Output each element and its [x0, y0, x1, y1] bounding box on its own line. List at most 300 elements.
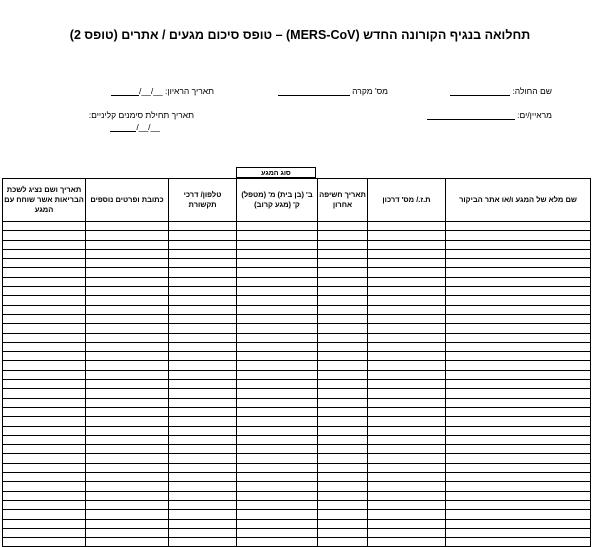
table-row — [3, 473, 591, 482]
col-full-name: שם מלא של המגע ו/או אתר הביקור — [446, 179, 591, 222]
interviewer-blank[interactable] — [427, 110, 515, 120]
col-health-office-rep: תאריך ושם נציג לשכת הבריאות אשר שוחח עם המגע — [3, 179, 86, 222]
table-cell[interactable] — [86, 473, 169, 482]
table-cell[interactable] — [318, 473, 368, 482]
table-cell[interactable] — [169, 426, 237, 435]
table-cell[interactable] — [446, 342, 591, 351]
table-cell[interactable] — [237, 305, 318, 314]
table-cell[interactable] — [169, 463, 237, 472]
table-cell[interactable] — [318, 435, 368, 444]
table-cell[interactable] — [368, 222, 446, 231]
table-cell[interactable] — [3, 500, 86, 509]
table-cell[interactable] — [368, 407, 446, 416]
table-cell[interactable] — [3, 268, 86, 277]
table-cell[interactable] — [368, 249, 446, 258]
table-cell[interactable] — [446, 370, 591, 379]
table-cell[interactable] — [169, 510, 237, 519]
table-cell[interactable] — [169, 417, 237, 426]
table-cell[interactable] — [237, 361, 318, 370]
table-cell[interactable] — [237, 268, 318, 277]
table-cell[interactable] — [368, 398, 446, 407]
table-cell[interactable] — [86, 500, 169, 509]
contacts-table-body — [3, 222, 591, 547]
table-cell[interactable] — [446, 277, 591, 286]
table-cell[interactable] — [446, 249, 591, 258]
table-row — [3, 519, 591, 528]
table-cell[interactable] — [446, 333, 591, 342]
table-cell[interactable] — [237, 435, 318, 444]
table-cell[interactable] — [86, 380, 169, 389]
table-cell[interactable] — [237, 491, 318, 500]
table-cell[interactable] — [3, 352, 86, 361]
table-cell[interactable] — [368, 528, 446, 537]
table-cell[interactable] — [368, 268, 446, 277]
table-cell[interactable] — [368, 296, 446, 305]
table-cell[interactable] — [86, 259, 169, 268]
table-cell[interactable] — [169, 324, 237, 333]
table-cell[interactable] — [318, 398, 368, 407]
table-cell[interactable] — [169, 445, 237, 454]
patient-name-blank[interactable] — [450, 86, 510, 96]
interview-date-field — [111, 86, 214, 96]
table-cell[interactable] — [3, 473, 86, 482]
table-cell[interactable] — [86, 296, 169, 305]
table-cell[interactable] — [318, 333, 368, 342]
table-cell[interactable] — [169, 305, 237, 314]
table-cell[interactable] — [86, 361, 169, 370]
table-cell[interactable] — [368, 519, 446, 528]
table-cell[interactable] — [368, 500, 446, 509]
table-cell[interactable] — [446, 500, 591, 509]
table-cell[interactable] — [169, 398, 237, 407]
table-cell[interactable] — [3, 314, 86, 323]
table-row — [3, 277, 591, 286]
table-cell[interactable] — [237, 333, 318, 342]
table-cell[interactable] — [318, 305, 368, 314]
table-cell[interactable] — [3, 240, 86, 249]
table-cell[interactable] — [368, 482, 446, 491]
table-cell[interactable] — [368, 435, 446, 444]
table-cell[interactable] — [318, 370, 368, 379]
table-cell[interactable] — [86, 407, 169, 416]
table-cell[interactable] — [446, 305, 591, 314]
table-cell[interactable] — [237, 324, 318, 333]
table-cell[interactable] — [237, 473, 318, 482]
table-row — [3, 491, 591, 500]
table-cell[interactable] — [446, 528, 591, 537]
table-cell[interactable] — [368, 287, 446, 296]
table-cell[interactable] — [169, 259, 237, 268]
table-cell[interactable] — [3, 417, 86, 426]
table-cell[interactable] — [237, 454, 318, 463]
table-cell[interactable] — [368, 342, 446, 351]
table-cell[interactable] — [368, 417, 446, 426]
contact-type-header: סוג המגע — [236, 167, 316, 178]
table-cell[interactable] — [3, 491, 86, 500]
table-cell[interactable] — [169, 352, 237, 361]
table-cell[interactable] — [169, 435, 237, 444]
table-cell[interactable] — [237, 500, 318, 509]
table-cell[interactable] — [3, 333, 86, 342]
table-cell[interactable] — [368, 305, 446, 314]
table-cell[interactable] — [3, 277, 86, 286]
table-cell[interactable] — [446, 259, 591, 268]
table-cell[interactable] — [446, 324, 591, 333]
table-row — [3, 417, 591, 426]
table-cell[interactable] — [3, 519, 86, 528]
table-cell[interactable] — [3, 407, 86, 416]
table-cell[interactable] — [3, 287, 86, 296]
table-cell[interactable] — [169, 296, 237, 305]
table-row — [3, 333, 591, 342]
table-cell[interactable] — [368, 463, 446, 472]
table-cell[interactable] — [169, 361, 237, 370]
table-row — [3, 445, 591, 454]
table-cell[interactable] — [237, 426, 318, 435]
table-row — [3, 389, 591, 398]
table-cell[interactable] — [86, 435, 169, 444]
table-cell[interactable] — [86, 305, 169, 314]
table-cell[interactable] — [237, 519, 318, 528]
col-last-exposure-date: תאריך חשיפה אחרון — [318, 179, 368, 222]
table-cell[interactable] — [318, 380, 368, 389]
symptom-onset-date-blank[interactable]: __/__/ — [136, 122, 160, 132]
table-cell[interactable] — [86, 482, 169, 491]
table-cell[interactable] — [3, 510, 86, 519]
table-row — [3, 370, 591, 379]
table-cell[interactable] — [368, 324, 446, 333]
table-cell[interactable] — [318, 389, 368, 398]
table-cell[interactable] — [318, 417, 368, 426]
table-cell[interactable] — [3, 445, 86, 454]
table-cell[interactable] — [318, 222, 368, 231]
table-cell[interactable] — [169, 528, 237, 537]
table-cell[interactable] — [86, 324, 169, 333]
table-cell[interactable] — [237, 296, 318, 305]
table-cell[interactable] — [237, 417, 318, 426]
table-cell[interactable] — [318, 454, 368, 463]
table-cell[interactable] — [237, 528, 318, 537]
col-address: כתובת ופרטים נוספים — [86, 179, 169, 222]
table-cell[interactable] — [318, 426, 368, 435]
table-cell[interactable] — [3, 259, 86, 268]
table-cell[interactable] — [318, 268, 368, 277]
table-cell[interactable] — [318, 500, 368, 509]
table-cell[interactable] — [3, 398, 86, 407]
table-cell[interactable] — [3, 435, 86, 444]
table-cell[interactable] — [86, 249, 169, 258]
table-cell[interactable] — [368, 491, 446, 500]
table-cell[interactable] — [3, 324, 86, 333]
table-cell[interactable] — [86, 398, 169, 407]
table-cell[interactable] — [237, 314, 318, 323]
table-cell[interactable] — [3, 528, 86, 537]
table-cell[interactable] — [446, 296, 591, 305]
table-cell[interactable] — [368, 510, 446, 519]
table-cell[interactable] — [318, 519, 368, 528]
table-cell[interactable] — [169, 482, 237, 491]
case-number-blank[interactable] — [278, 86, 350, 96]
table-row — [3, 407, 591, 416]
table-cell[interactable] — [318, 491, 368, 500]
table-cell[interactable] — [446, 314, 591, 323]
table-row — [3, 398, 591, 407]
table-cell[interactable] — [3, 361, 86, 370]
table-cell[interactable] — [169, 249, 237, 258]
table-row — [3, 482, 591, 491]
table-cell[interactable] — [318, 528, 368, 537]
table-cell[interactable] — [86, 370, 169, 379]
table-cell[interactable] — [446, 240, 591, 249]
table-cell[interactable] — [169, 519, 237, 528]
table-cell[interactable] — [86, 352, 169, 361]
table-cell[interactable] — [169, 287, 237, 296]
table-cell[interactable] — [446, 231, 591, 240]
table-cell[interactable] — [86, 231, 169, 240]
table-cell[interactable] — [3, 370, 86, 379]
table-cell[interactable] — [86, 240, 169, 249]
table-cell[interactable] — [169, 407, 237, 416]
table-row — [3, 287, 591, 296]
interview-date-blank[interactable]: __/__/ — [139, 86, 163, 96]
table-cell[interactable] — [446, 510, 591, 519]
col-id-passport: ת.ז./ מס' דרכון — [368, 179, 446, 222]
table-cell[interactable] — [169, 491, 237, 500]
table-cell[interactable] — [318, 463, 368, 472]
table-cell[interactable] — [318, 314, 368, 323]
table-row — [3, 426, 591, 435]
table-row — [3, 296, 591, 305]
table-cell[interactable] — [318, 324, 368, 333]
table-cell[interactable] — [446, 222, 591, 231]
interviewer-label: מראיין/ים: — [517, 110, 552, 120]
table-row — [3, 500, 591, 509]
table-cell[interactable] — [237, 287, 318, 296]
table-cell[interactable] — [368, 454, 446, 463]
table-cell[interactable] — [86, 342, 169, 351]
table-cell[interactable] — [237, 398, 318, 407]
table-row — [3, 222, 591, 231]
table-cell[interactable] — [446, 454, 591, 463]
table-cell[interactable] — [446, 519, 591, 528]
col-phone: טלפון/ דרכי תקשורת — [169, 179, 237, 222]
table-cell[interactable] — [318, 407, 368, 416]
table-cell[interactable] — [368, 333, 446, 342]
table-cell[interactable] — [237, 222, 318, 231]
table-row — [3, 380, 591, 389]
table-cell[interactable] — [237, 482, 318, 491]
table-cell[interactable] — [3, 380, 86, 389]
table-row — [3, 259, 591, 268]
table-cell[interactable] — [3, 305, 86, 314]
table-cell[interactable] — [169, 277, 237, 286]
interview-date-label: תאריך הראיון: — [165, 86, 214, 96]
table-cell[interactable] — [318, 342, 368, 351]
table-cell[interactable] — [237, 259, 318, 268]
table-cell[interactable] — [169, 222, 237, 231]
table-cell[interactable] — [86, 277, 169, 286]
table-cell[interactable] — [169, 380, 237, 389]
table-cell[interactable] — [237, 277, 318, 286]
table-cell[interactable] — [3, 342, 86, 351]
table-cell[interactable] — [169, 370, 237, 379]
table-cell[interactable] — [237, 389, 318, 398]
table-cell[interactable] — [237, 342, 318, 351]
symptom-onset-date-line[interactable] — [110, 122, 136, 132]
table-cell[interactable] — [86, 314, 169, 323]
table-cell[interactable] — [368, 259, 446, 268]
table-cell[interactable] — [86, 333, 169, 342]
table-cell[interactable] — [86, 463, 169, 472]
table-cell[interactable] — [86, 389, 169, 398]
table-row — [3, 352, 591, 361]
table-row — [3, 435, 591, 444]
table-cell[interactable] — [3, 231, 86, 240]
table-cell[interactable] — [169, 314, 237, 323]
table-cell[interactable] — [237, 407, 318, 416]
table-cell[interactable] — [3, 426, 86, 435]
table-cell[interactable] — [86, 417, 169, 426]
table-cell[interactable] — [3, 463, 86, 472]
table-cell[interactable] — [237, 240, 318, 249]
table-cell[interactable] — [318, 287, 368, 296]
table-cell[interactable] — [3, 249, 86, 258]
table-cell[interactable] — [446, 361, 591, 370]
header-row — [3, 179, 591, 222]
table-cell[interactable] — [446, 445, 591, 454]
table-row — [3, 463, 591, 472]
table-cell[interactable] — [446, 417, 591, 426]
table-row — [3, 324, 591, 333]
table-cell[interactable] — [446, 352, 591, 361]
table-cell[interactable] — [318, 445, 368, 454]
table-cell[interactable] — [237, 380, 318, 389]
table-cell[interactable] — [368, 240, 446, 249]
table-cell[interactable] — [237, 510, 318, 519]
table-cell[interactable] — [169, 240, 237, 249]
table-cell[interactable] — [446, 482, 591, 491]
table-cell[interactable] — [86, 510, 169, 519]
table-cell[interactable] — [446, 463, 591, 472]
interview-date-line[interactable] — [111, 86, 139, 96]
table-row — [3, 305, 591, 314]
table-cell[interactable] — [446, 389, 591, 398]
interviewer-field — [427, 110, 552, 120]
table-cell[interactable] — [368, 370, 446, 379]
table-cell[interactable] — [318, 249, 368, 258]
table-cell[interactable] — [169, 473, 237, 482]
table-row — [3, 249, 591, 258]
table-cell[interactable] — [446, 473, 591, 482]
table-cell[interactable] — [318, 259, 368, 268]
table-cell[interactable] — [86, 491, 169, 500]
table-cell[interactable] — [368, 380, 446, 389]
table-cell[interactable] — [368, 445, 446, 454]
table-cell[interactable] — [86, 454, 169, 463]
table-cell[interactable] — [169, 342, 237, 351]
table-cell[interactable] — [169, 333, 237, 342]
table-cell[interactable] — [237, 352, 318, 361]
table-cell[interactable] — [318, 296, 368, 305]
table-cell[interactable] — [169, 454, 237, 463]
table-cell[interactable] — [86, 287, 169, 296]
case-number-field — [278, 86, 388, 96]
symptom-onset-date-field — [110, 122, 160, 132]
table-cell[interactable] — [318, 231, 368, 240]
table-cell[interactable] — [86, 222, 169, 231]
table-cell[interactable] — [169, 231, 237, 240]
table-cell[interactable] — [368, 389, 446, 398]
table-cell[interactable] — [446, 435, 591, 444]
symptom-onset-field — [89, 110, 194, 120]
table-row — [3, 240, 591, 249]
table-cell[interactable] — [237, 463, 318, 472]
table-cell[interactable] — [86, 519, 169, 528]
table-row — [3, 454, 591, 463]
table-cell[interactable] — [368, 361, 446, 370]
table-row — [3, 510, 591, 519]
table-cell[interactable] — [318, 482, 368, 491]
table-cell[interactable] — [318, 277, 368, 286]
table-cell[interactable] — [368, 314, 446, 323]
table-cell[interactable] — [446, 268, 591, 277]
table-cell[interactable] — [237, 231, 318, 240]
table-cell[interactable] — [368, 352, 446, 361]
table-cell[interactable] — [446, 491, 591, 500]
table-cell[interactable] — [368, 473, 446, 482]
patient-name-field — [450, 86, 552, 96]
table-cell[interactable] — [169, 389, 237, 398]
table-cell[interactable] — [318, 240, 368, 249]
table-cell[interactable] — [446, 380, 591, 389]
table-cell[interactable] — [86, 268, 169, 277]
table-row — [3, 528, 591, 537]
table-row — [3, 231, 591, 240]
table-cell[interactable] — [3, 454, 86, 463]
table-cell[interactable] — [318, 352, 368, 361]
form-title: תחלואה בנגיף הקורונה החדש (MERS-CoV) – טופס סיכום מגעים / אתרים (טופס 2) — [69, 28, 531, 42]
table-cell[interactable] — [169, 268, 237, 277]
table-cell[interactable] — [446, 426, 591, 435]
table-cell[interactable] — [3, 389, 86, 398]
table-cell[interactable] — [3, 222, 86, 231]
table-cell[interactable] — [86, 445, 169, 454]
table-cell[interactable] — [368, 277, 446, 286]
table-cell[interactable] — [237, 445, 318, 454]
table-cell[interactable] — [3, 296, 86, 305]
table-cell[interactable] — [318, 361, 368, 370]
table-cell[interactable] — [169, 500, 237, 509]
table-row — [3, 314, 591, 323]
table-cell[interactable] — [3, 482, 86, 491]
case-number-label: מס' מקרה — [352, 86, 388, 96]
table-cell[interactable] — [86, 426, 169, 435]
table-row — [3, 268, 591, 277]
table-cell[interactable] — [446, 287, 591, 296]
col-contact-type: ב' (בן בית) מ' (מטפל) ק' (מגע קרוב) — [237, 179, 318, 222]
symptom-onset-label: תאריך תחילת סימנים קליניים: — [88, 110, 194, 120]
patient-name-label: שם החולה: — [512, 86, 552, 96]
table-cell[interactable] — [368, 426, 446, 435]
table-cell[interactable] — [446, 398, 591, 407]
table-cell[interactable] — [446, 407, 591, 416]
table-row — [3, 342, 591, 351]
table-cell[interactable] — [86, 528, 169, 537]
table-cell[interactable] — [237, 370, 318, 379]
table-cell[interactable] — [237, 249, 318, 258]
table-cell[interactable] — [368, 231, 446, 240]
table-cell[interactable] — [318, 510, 368, 519]
